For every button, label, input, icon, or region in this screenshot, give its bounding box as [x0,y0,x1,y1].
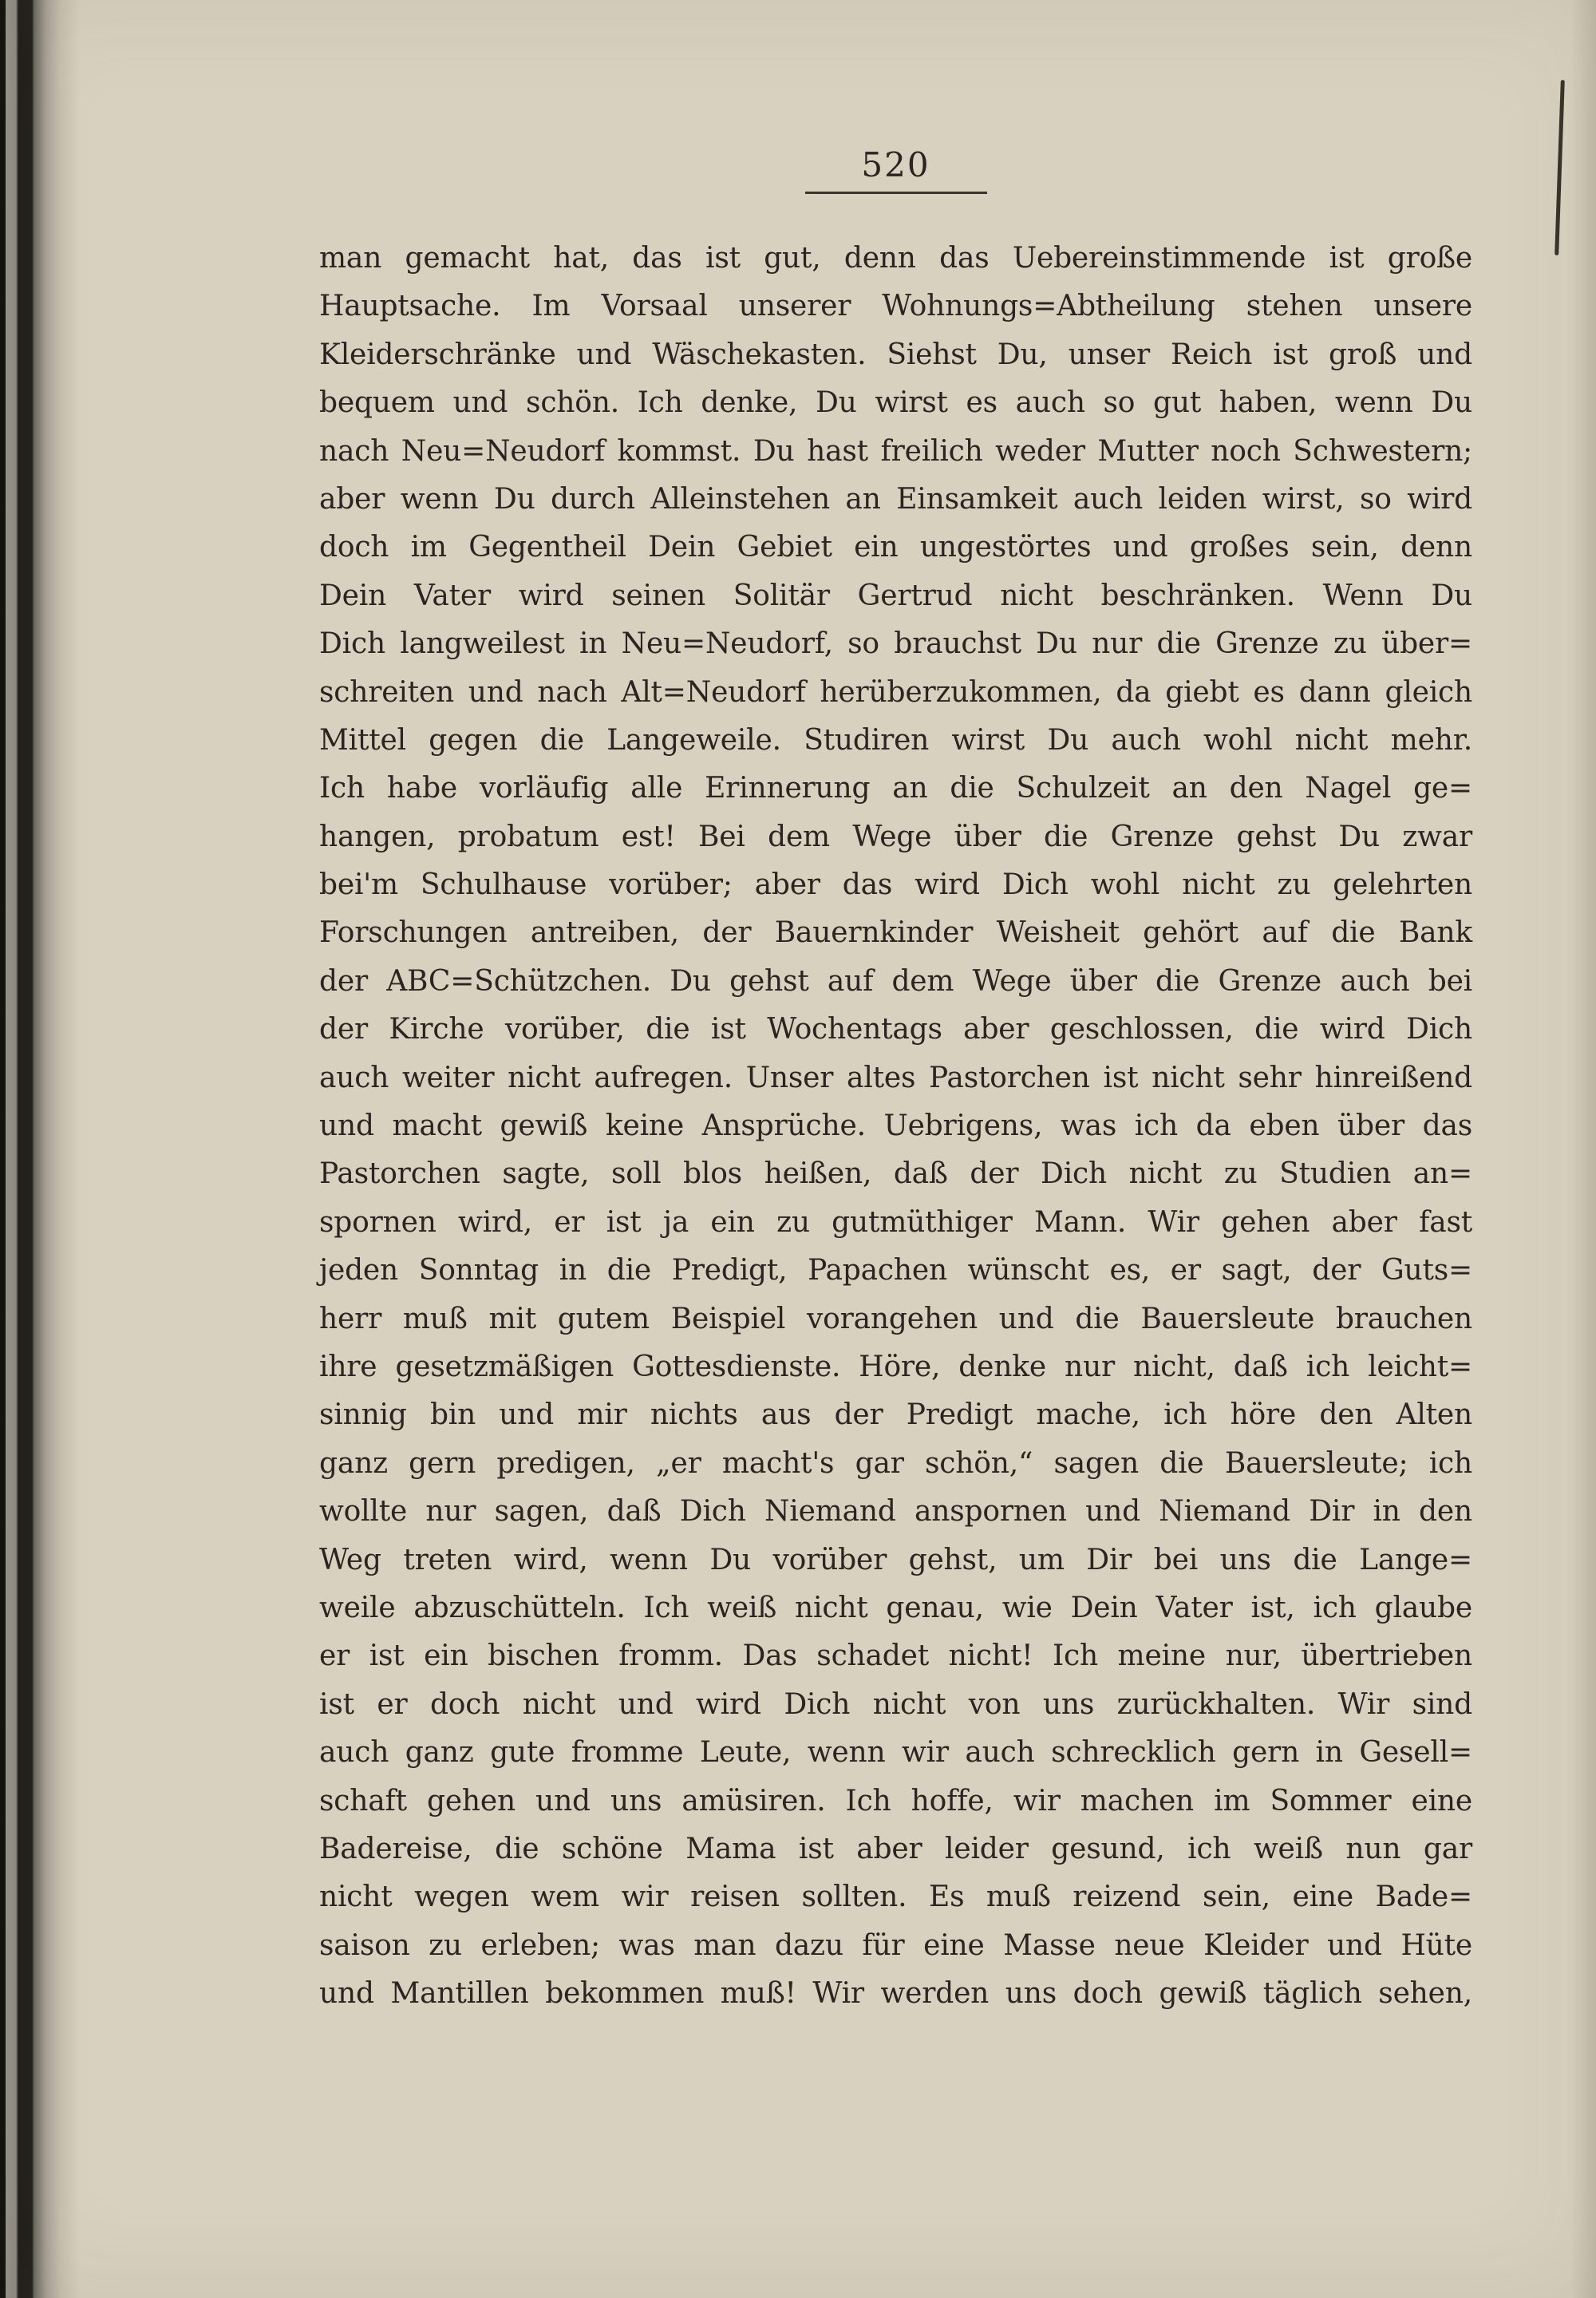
text-line: weile abzuschütteln. Ich weiß nicht genau, wie Dein Vater ist, ich glaube [319,1591,1472,1624]
text-line: aber wenn Du durch Alleinstehen an Einsamkeit auch leiden wirst, so wird [319,482,1472,516]
text-line: doch im Gegentheil Dein Gebiet ein ungestörtes und großes sein, denn [319,531,1472,564]
text-line: Hauptsache. Im Vorsaal unserer Wohnungs=Abtheilung stehen unsere [319,290,1472,323]
text-line: der ABC=Schützchen. Du gehst auf dem Wege über die Grenze auch bei [319,964,1472,998]
text-line: ist er doch nicht und wird Dich nicht von uns zurückhalten. Wir sind [319,1687,1472,1721]
text-line: Mittel gegen die Langeweile. Studiren wirst Du auch wohl nicht mehr. [319,723,1472,757]
text-line: hangen, probatum est! Bei dem Wege über die Grenze gehst Du zwar [319,820,1472,853]
page-header [319,145,1472,194]
text-line: der Kirche vorüber, die ist Wochentags aber geschlossen, die wird Dich [319,1013,1472,1046]
text-line: nach Neu=Neudorf kommst. Du hast freilich weder Mutter noch Schwestern; [319,434,1472,468]
text-line: Badereise, die schöne Mama ist aber leider gesund, ich weiß nun gar [319,1832,1472,1865]
text-line: sinnig bin und mir nichts aus der Predigt mache, ich höre den Alten [319,1398,1472,1432]
page-number-rule [805,192,987,194]
text-line: bequem und schön. Ich denke, Du wirst es auch so gut haben, wenn Du [319,386,1472,420]
text-line: ihre gesetzmäßigen Gottesdienste. Höre, denke nur nicht, daß ich leicht= [319,1350,1472,1383]
text-line: man gemacht hat, das ist gut, denn das Uebereinstimmende ist große [319,242,1472,275]
text-line: herr muß mit gutem Beispiel vorangehen und die Bauersleute brauchen [319,1302,1472,1335]
text-line: er ist ein bischen fromm. Das schadet nicht! Ich meine nur, übertrieben [319,1639,1472,1673]
text-line: saison zu erleben; was man dazu für eine Masse neue Kleider und Hüte [319,1928,1472,1962]
text-line: auch ganz gute fromme Leute, wenn wir auch schrecklich gern in Gesell= [319,1736,1472,1770]
next-page-edge-line [1555,80,1565,255]
binding-edge [0,0,80,2298]
text-line: Dein Vater wird seinen Solitär Gertrud nicht beschränken. Wenn Du [319,579,1472,612]
text-line: schaft gehen und uns amüsiren. Ich hoffe, wir machen im Sommer eine [319,1784,1472,1817]
text-block [319,235,1472,2018]
text-line: spornen wird, er ist ja ein zu gutmüthiger Mann. Wir gehen aber fast [319,1205,1472,1239]
text-line: und macht gewiß keine Ansprüche. Uebrigens, was ich da eben über das [319,1109,1472,1143]
text-line: und Mantillen bekommen muß! Wir werden uns doch gewiß täglich sehen, [319,1977,1472,2011]
text-line: Kleiderschränke und Wäschekasten. Siehst Du, unser Reich ist groß und [319,338,1472,371]
text-line: Dich langweilest in Neu=Neudorf, so brauchst Du nur die Grenze zu über= [319,627,1472,661]
text-line: Pastorchen sagte, soll blos heißen, daß der Dich nicht zu Studien an= [319,1157,1472,1191]
page-number: 520 [861,145,930,184]
text-line: Weg treten wird, wenn Du vorüber gehst, um Dir bei uns die Lange= [319,1543,1472,1576]
text-line: Ich habe vorläufig alle Erinnerung an die Schulzeit an den Nagel ge= [319,772,1472,805]
text-line: ganz gern predigen, „er macht's gar schön,“ sagen die Bauersleute; ich [319,1446,1472,1480]
text-line: wollte nur sagen, daß Dich Niemand anspornen und Niemand Dir in den [319,1495,1472,1529]
text-line: schreiten und nach Alt=Neudorf herüberzukommen, da giebt es dann gleich [319,675,1472,709]
text-line: jeden Sonntag in die Predigt, Papachen wünscht es, er sagt, der Guts= [319,1254,1472,1287]
page-edge-shade [1570,0,1596,2298]
text-line: bei'm Schulhause vorüber; aber das wird Dich wohl nicht zu gelehrten [319,868,1472,902]
text-line: nicht wegen wem wir reisen sollten. Es muß reizend sein, eine Bade= [319,1881,1472,1914]
text-line: auch weiter nicht aufregen. Unser altes Pastorchen ist nicht sehr hinreißend [319,1061,1472,1094]
text-line: Forschungen antreiben, der Bauernkinder Weisheit gehört auf die Bank [319,916,1472,950]
